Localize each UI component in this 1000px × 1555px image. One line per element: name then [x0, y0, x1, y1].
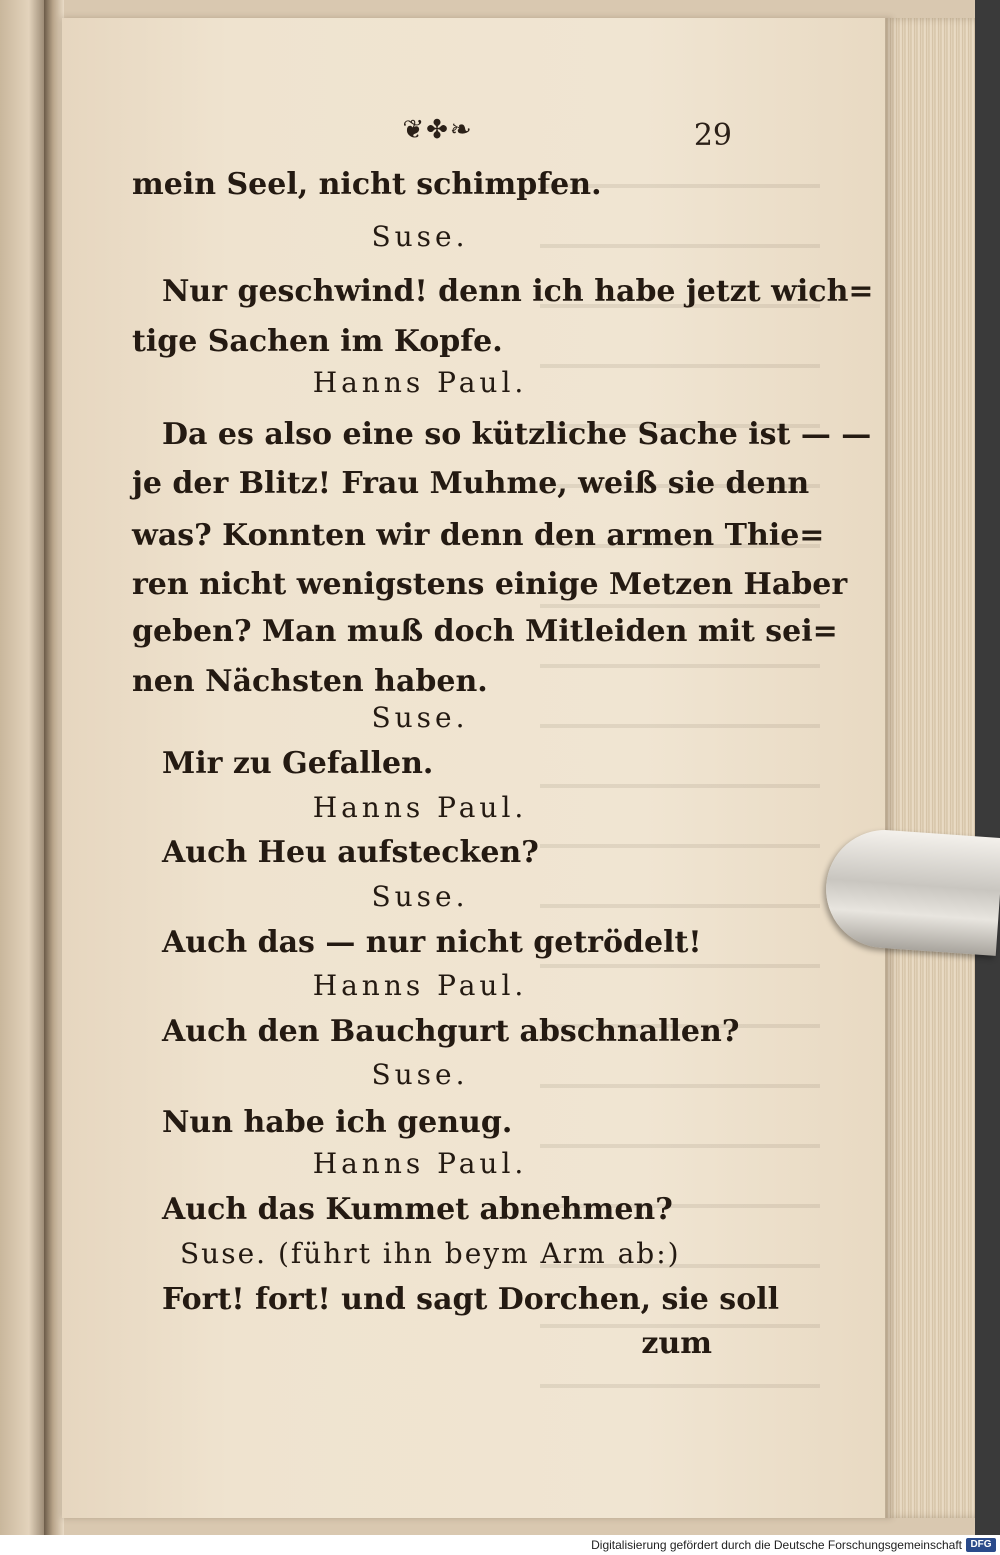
- speaker-name: Hanns Paul.: [312, 969, 528, 1002]
- text-line: tige Sachen im Kopfe.: [132, 324, 503, 359]
- text-line: Da es also eine so kützliche Sache ist — —: [162, 417, 872, 452]
- text-line: je der Blitz! Frau Muhme, weiß sie denn: [132, 466, 810, 501]
- text-line: Auch das Kummet abnehmen?: [162, 1192, 673, 1227]
- text-line: Auch den Bauchgurt abschnallen?: [162, 1014, 740, 1049]
- speaker-name: Hanns Paul.: [312, 1147, 528, 1180]
- speaker-name: Hanns Paul.: [312, 366, 528, 399]
- speaker-name: Suse.: [371, 220, 469, 253]
- text-line: Nun habe ich genug.: [162, 1105, 513, 1140]
- speaker-name: Suse.: [371, 880, 469, 913]
- text-line: Mir zu Gefallen.: [162, 746, 434, 781]
- text-line: mein Seel, nicht schimpfen.: [132, 167, 602, 202]
- dfg-logo: DFG: [966, 1538, 996, 1552]
- text-line: was? Konnten wir denn den armen Thie=: [132, 518, 825, 553]
- text-line: nen Nächsten haben.: [132, 664, 488, 699]
- text-line: geben? Man muß doch Mitleiden mit sei=: [132, 614, 838, 649]
- header-ornament: ❦✤❧: [402, 115, 474, 145]
- speaker-name: Hanns Paul.: [312, 791, 528, 824]
- text-line: Fort! fort! und sagt Dorchen, sie soll: [162, 1282, 779, 1317]
- text-line: Auch das — nur nicht getrödelt!: [162, 925, 702, 960]
- page-number: 29: [693, 118, 732, 153]
- speaker-direction: Suse. (führt ihn beym Arm ab:): [180, 1237, 681, 1270]
- footer-credit: Digitalisierung gefördert durch die Deutsche Forschungsgemeinschaft: [591, 1538, 962, 1552]
- speaker-name: Suse.: [371, 701, 469, 734]
- digitization-footer: [0, 1535, 1000, 1555]
- text-line: Auch Heu aufstecken?: [162, 835, 539, 870]
- speaker-name: Suse.: [371, 1058, 469, 1091]
- text-line: Nur geschwind! denn ich habe jetzt wich=: [162, 274, 874, 309]
- catchword: zum: [641, 1326, 712, 1361]
- text-line: ren nicht wenigstens einige Metzen Haber: [132, 567, 848, 602]
